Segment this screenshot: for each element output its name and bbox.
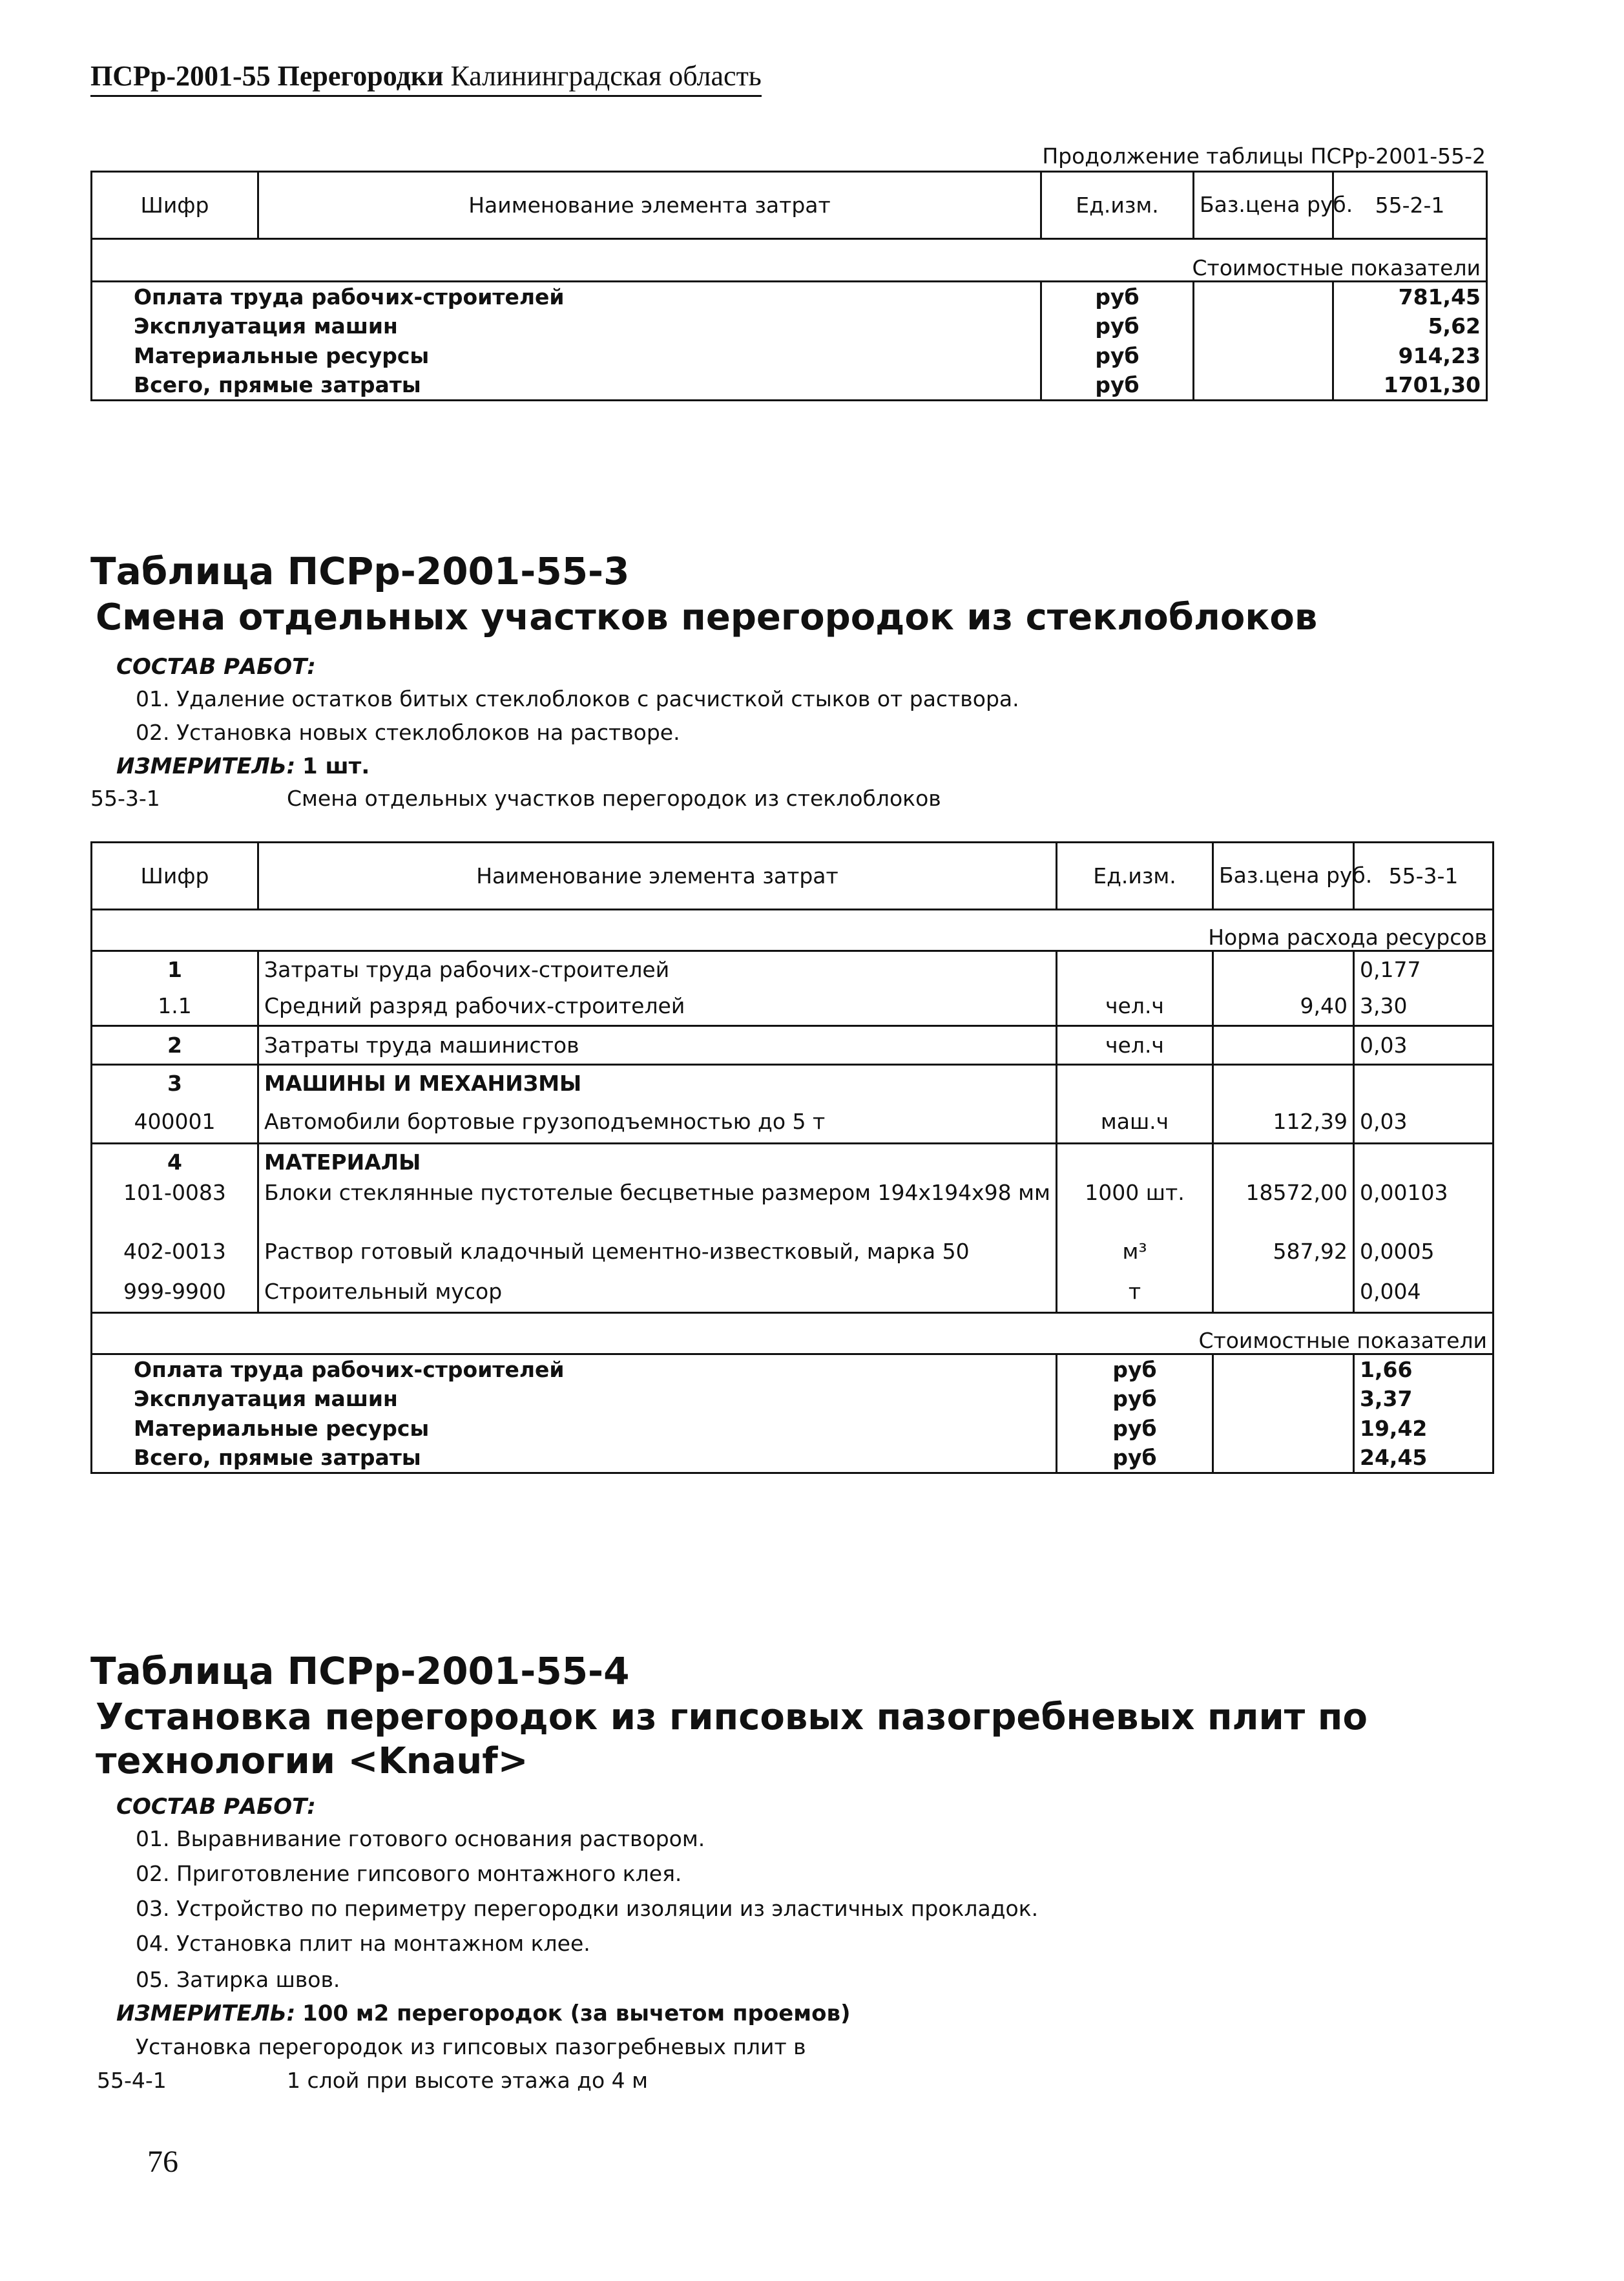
cell-unit: чел.ч [1057, 987, 1213, 1026]
running-header [90, 59, 762, 97]
summary-row [92, 282, 1487, 311]
cell-name: Затраты труда машинистов [258, 1026, 1057, 1065]
cell-code: 1.1 [92, 987, 258, 1026]
summary-row [92, 371, 1487, 401]
table-4-title: Таблица ПСРр-2001-55-4 [90, 1649, 630, 1693]
cell-value: 0,00103 [1354, 1180, 1494, 1232]
cell-name: Строительный мусор [258, 1272, 1057, 1313]
item-description: 1 слой при высоте этажа до 4 м [287, 2068, 649, 2093]
summary-row [92, 1444, 1494, 1473]
col-name: Наименование элемента затрат [258, 172, 1041, 239]
meter-line [116, 753, 370, 779]
col-value: 55-3-1 [1354, 843, 1494, 910]
work-step: 03. Устройство по периметру перегородки изоляции из эластичных прокладок. [136, 1896, 1039, 1921]
page-number: 76 [147, 2145, 178, 2179]
cell-value: 0,03 [1354, 1101, 1494, 1144]
table-row [92, 1026, 1494, 1065]
section-label: Стоимостные показатели [92, 239, 1487, 282]
summary-unit: руб [1057, 1354, 1213, 1384]
cell-value [1354, 1065, 1494, 1101]
cell-price: 9,40 [1213, 987, 1354, 1026]
work-step: 02. Приготовление гипсового монтажного клея. [136, 1861, 682, 1886]
table-row [92, 1232, 1494, 1272]
cell-code: 1 [92, 951, 258, 987]
cell-unit: чел.ч [1057, 1026, 1213, 1065]
section-row [92, 1313, 1494, 1354]
section-row [92, 239, 1487, 282]
table-row [92, 987, 1494, 1026]
cell-price [1213, 951, 1354, 987]
col-price: Баз.цена руб. [1194, 172, 1333, 239]
summary-value: 3,37 [1354, 1384, 1494, 1414]
meter-label: ИЗМЕРИТЕЛЬ: [116, 2001, 296, 2026]
summary-name: Оплата труда рабочих-строителей [92, 282, 1041, 311]
meter-value: 1 шт. [302, 753, 370, 779]
summary-unit: руб [1041, 341, 1194, 371]
table-header-row [92, 172, 1487, 239]
meter-value: 100 м2 перегородок (за вычетом проемов) [302, 2001, 851, 2026]
summary-name: Эксплуатация машин [92, 311, 1041, 341]
summary-row [92, 311, 1487, 341]
cell-value: 3,30 [1354, 987, 1494, 1026]
col-value: 55-2-1 [1333, 172, 1487, 239]
cell-name: Автомобили бортовые грузоподъемностью до 5 т [258, 1101, 1057, 1144]
work-step: 05. Затирка швов. [136, 1967, 340, 1992]
cell-code: 101-0083 [92, 1180, 258, 1232]
cell-value: 0,0005 [1354, 1232, 1494, 1272]
meter-label: ИЗМЕРИТЕЛЬ: [116, 753, 296, 779]
summary-value: 1701,30 [1333, 371, 1487, 401]
summary-row [92, 1384, 1494, 1414]
section-label: Норма расхода ресурсов [92, 910, 1494, 951]
col-name: Наименование элемента затрат [258, 843, 1057, 910]
cell-value: 0,004 [1354, 1272, 1494, 1313]
work-step: 04. Установка плит на монтажном клее. [136, 1931, 590, 1956]
cell-name: Средний разряд рабочих-строителей [258, 987, 1057, 1026]
summary-unit: руб [1057, 1384, 1213, 1414]
sostav-label: СОСТАВ РАБОТ: [116, 654, 316, 680]
table-3-subtitle: Смена отдельных участков перегородок из стеклоблоков [96, 596, 1318, 638]
table-row [92, 1065, 1494, 1101]
table-3-title: Таблица ПСРр-2001-55-3 [90, 549, 630, 593]
cell-unit [1057, 1144, 1213, 1180]
cell-price [1213, 1026, 1354, 1065]
cell-name: Раствор готовый кладочный цементно-известковый, марка 50 [258, 1232, 1057, 1272]
cell-value: 0,03 [1354, 1026, 1494, 1065]
cell-unit [1057, 951, 1213, 987]
cell-name: Блоки стеклянные пустотелые бесцветные размером 194х194х98 мм [258, 1180, 1057, 1232]
cell-price: 587,92 [1213, 1232, 1354, 1272]
meter-line [116, 2001, 851, 2026]
header-region: Калининградская область [450, 60, 762, 92]
section-row [92, 910, 1494, 951]
summary-name: Всего, прямые затраты [92, 1444, 1057, 1473]
cell-price [1213, 1272, 1354, 1313]
table-4-subtitle-line-2: технологии <Knauf> [96, 1740, 528, 1782]
cell-value: 0,177 [1354, 951, 1494, 987]
cell-value [1354, 1144, 1494, 1180]
cell-unit: маш.ч [1057, 1101, 1213, 1144]
table-row [92, 951, 1494, 987]
summary-row [92, 1414, 1494, 1444]
header-title: ПСРр-2001-55 Перегородки [90, 60, 444, 92]
cell-name: МАШИНЫ И МЕХАНИЗМЫ [258, 1065, 1057, 1101]
summary-name: Эксплуатация машин [92, 1384, 1057, 1414]
cell-name: Затраты труда рабочих-строителей [258, 951, 1057, 987]
summary-name: Оплата труда рабочих-строителей [92, 1354, 1057, 1384]
table-row [92, 1180, 1494, 1232]
col-unit: Ед.изм. [1041, 172, 1194, 239]
sostav-label: СОСТАВ РАБОТ: [116, 1794, 316, 1820]
cell-price: 112,39 [1213, 1101, 1354, 1144]
summary-value: 914,23 [1333, 341, 1487, 371]
table-row [92, 1144, 1494, 1180]
cell-unit: 1000 шт. [1057, 1180, 1213, 1232]
table-4-subtitle-line-1: Установка перегородок из гипсовых пазогребневых плит по [96, 1696, 1368, 1738]
cell-price [1213, 1065, 1354, 1101]
table-header-row [92, 843, 1494, 910]
cell-code: 3 [92, 1065, 258, 1101]
work-step: 01. Удаление остатков битых стеклоблоков с расчисткой стыков от раствора. [136, 686, 1019, 711]
table-55-2 [90, 171, 1488, 401]
summary-value: 24,45 [1354, 1444, 1494, 1473]
col-price: Баз.цена руб. [1213, 843, 1354, 910]
summary-unit: руб [1041, 311, 1194, 341]
table-row [92, 1272, 1494, 1313]
section-label: Стоимостные показатели [92, 1313, 1494, 1354]
work-step: 01. Выравнивание готового основания раствором. [136, 1826, 705, 1851]
summary-value: 19,42 [1354, 1414, 1494, 1444]
cell-price: 18572,00 [1213, 1180, 1354, 1232]
cell-unit: м³ [1057, 1232, 1213, 1272]
summary-name: Материальные ресурсы [92, 341, 1041, 371]
cell-name: МАТЕРИАЛЫ [258, 1144, 1057, 1180]
cell-price [1213, 1144, 1354, 1180]
cell-code: 402-0013 [92, 1232, 258, 1272]
summary-value: 5,62 [1333, 311, 1487, 341]
summary-name: Всего, прямые затраты [92, 371, 1041, 401]
table-row [92, 1101, 1494, 1144]
summary-unit: руб [1057, 1444, 1213, 1473]
summary-unit: руб [1041, 371, 1194, 401]
continuation-note: Продолжение таблицы ПСРр-2001-55-2 [1042, 143, 1486, 169]
item-description: Смена отдельных участков перегородок из стеклоблоков [287, 786, 941, 811]
cell-code: 4 [92, 1144, 258, 1180]
cell-unit [1057, 1065, 1213, 1101]
cell-unit: т [1057, 1272, 1213, 1313]
table-55-3 [90, 841, 1494, 1474]
col-unit: Ед.изм. [1057, 843, 1213, 910]
summary-value: 1,66 [1354, 1354, 1494, 1384]
summary-value: 781,45 [1333, 282, 1487, 311]
summary-name: Материальные ресурсы [92, 1414, 1057, 1444]
cell-code: 2 [92, 1026, 258, 1065]
item-code: 55-4-1 [97, 2068, 167, 2093]
work-step: 02. Установка новых стеклоблоков на растворе. [136, 720, 680, 745]
item-description: Установка перегородок из гипсовых пазогребневых плит в [136, 2034, 806, 2059]
item-code: 55-3-1 [90, 786, 160, 811]
summary-row [92, 1354, 1494, 1384]
summary-unit: руб [1057, 1414, 1213, 1444]
col-code: Шифр [92, 843, 258, 910]
summary-row [92, 341, 1487, 371]
cell-code: 999-9900 [92, 1272, 258, 1313]
summary-unit: руб [1041, 282, 1194, 311]
col-code: Шифр [92, 172, 258, 239]
cell-code: 400001 [92, 1101, 258, 1144]
